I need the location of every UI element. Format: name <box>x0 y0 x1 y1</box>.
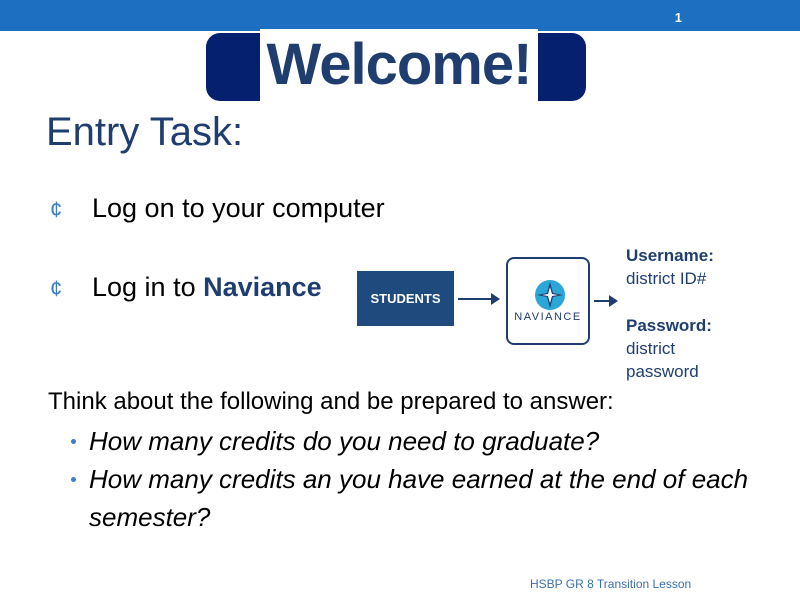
list-item <box>70 422 770 460</box>
naviance-logo-text: NAVIANCE <box>514 311 582 323</box>
bullet-item-naviance <box>50 271 322 305</box>
students-button[interactable]: STUDENTS <box>357 271 454 326</box>
bullet-icon: ¢ <box>50 197 63 222</box>
question-text: How many credits an you have earned at the end of each semester? <box>89 464 749 532</box>
list-item <box>70 460 770 536</box>
bullet-item-logon <box>50 192 385 226</box>
entry-task-heading: Entry Task: <box>46 110 244 154</box>
password-value-line2: password <box>626 362 699 381</box>
arrow-right-icon <box>458 298 498 300</box>
bullet-text: Log on to your computer <box>92 193 385 223</box>
question-list <box>70 422 770 536</box>
username-value: district ID# <box>626 269 707 288</box>
footer-text: HSBP GR 8 Transition Lesson <box>530 577 692 591</box>
slide-number: 1 <box>674 10 682 25</box>
password-label: Password: <box>626 316 712 335</box>
prompt-text: Think about the following and be prepared to answer: <box>48 388 614 415</box>
username-label: Username: <box>626 246 714 265</box>
compass-star-icon <box>534 279 566 311</box>
slide-title: Welcome! <box>266 32 532 97</box>
password-value-line1: district <box>626 339 676 358</box>
bullet-icon: ¢ <box>50 276 63 301</box>
naviance-link-text: Naviance <box>203 272 322 302</box>
arrow-right-icon <box>594 300 616 302</box>
bullet-text: Log in to <box>92 272 204 302</box>
title-box <box>260 29 538 101</box>
bullet-dot-icon <box>71 439 76 444</box>
bullet-dot-icon <box>71 477 76 482</box>
password-info <box>626 314 712 383</box>
naviance-app-tile[interactable] <box>506 257 590 345</box>
top-bar <box>0 0 800 31</box>
username-info <box>626 244 714 290</box>
question-text: How many credits do you need to graduate? <box>89 426 600 456</box>
